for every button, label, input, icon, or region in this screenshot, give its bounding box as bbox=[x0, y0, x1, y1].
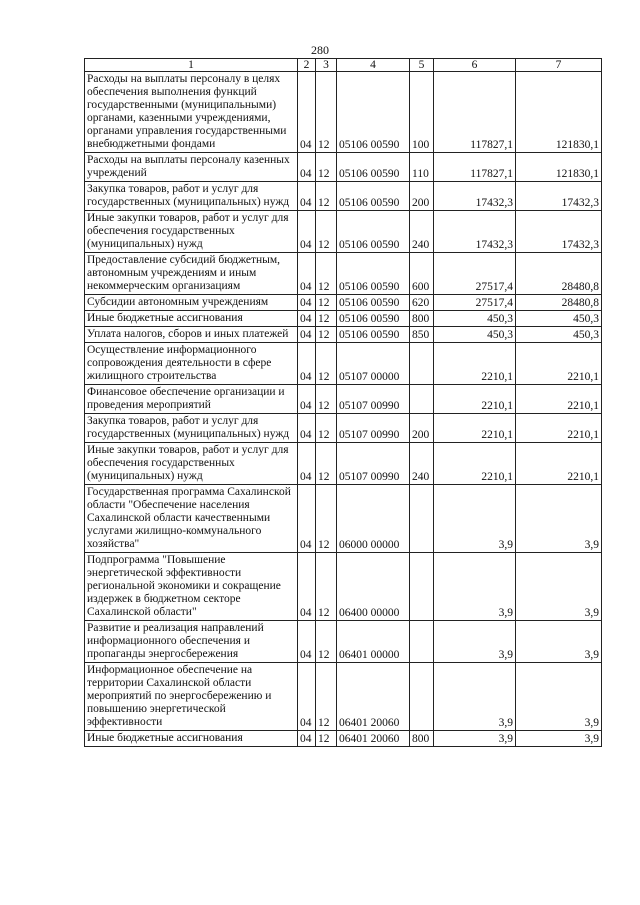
table-row bbox=[85, 253, 602, 295]
row-section: 04 bbox=[298, 295, 316, 311]
row-section: 04 bbox=[298, 731, 316, 747]
row-name: Уплата налогов, сборов и иных платежей bbox=[85, 327, 298, 343]
row-section: 04 bbox=[298, 553, 316, 621]
row-amount-col6: 3,9 bbox=[434, 731, 516, 747]
row-amount-col7: 450,3 bbox=[516, 327, 602, 343]
table-row bbox=[85, 385, 602, 414]
row-target-article: 05106 00590 bbox=[337, 253, 410, 295]
row-name: Информационное обеспечение на территории Сахалинской области мероприятий по энергосбережению и повышению энергетической эффективности bbox=[85, 663, 298, 731]
row-target-article: 06401 00000 bbox=[337, 621, 410, 663]
row-amount-col7: 3,9 bbox=[516, 485, 602, 553]
row-section: 04 bbox=[298, 663, 316, 731]
row-target-article: 06400 00000 bbox=[337, 553, 410, 621]
row-section: 04 bbox=[298, 621, 316, 663]
row-expense-type: 100 bbox=[410, 72, 434, 153]
row-section: 04 bbox=[298, 414, 316, 443]
row-expense-type: 110 bbox=[410, 153, 434, 182]
column-header-2: 2 bbox=[298, 59, 316, 72]
row-target-article: 05106 00590 bbox=[337, 327, 410, 343]
row-amount-col6: 450,3 bbox=[434, 327, 516, 343]
table-row bbox=[85, 211, 602, 253]
row-name: Субсидии автономным учреждениям bbox=[85, 295, 298, 311]
row-expense-type: 200 bbox=[410, 182, 434, 211]
table-row bbox=[85, 621, 602, 663]
row-expense-type bbox=[410, 343, 434, 385]
column-header-1: 1 bbox=[85, 59, 298, 72]
row-amount-col6: 2210,1 bbox=[434, 443, 516, 485]
row-subsection: 12 bbox=[316, 731, 337, 747]
row-amount-col7: 2210,1 bbox=[516, 414, 602, 443]
row-subsection: 12 bbox=[316, 72, 337, 153]
row-name: Иные закупки товаров, работ и услуг для обеспечения государственных (муниципальных) нужд bbox=[85, 443, 298, 485]
row-expense-type: 240 bbox=[410, 443, 434, 485]
row-name: Государственная программа Сахалинской области "Обеспечение населения Сахалинской области качественными услугами жилищно-коммунального хозяйства" bbox=[85, 485, 298, 553]
row-amount-col7: 3,9 bbox=[516, 663, 602, 731]
row-name: Финансовое обеспечение организации и проведения мероприятий bbox=[85, 385, 298, 414]
row-subsection: 12 bbox=[316, 153, 337, 182]
table-row bbox=[85, 443, 602, 485]
row-subsection: 12 bbox=[316, 343, 337, 385]
row-name: Развитие и реализация направлений информационного обеспечения и пропаганды энергосбережения bbox=[85, 621, 298, 663]
page-number: 280 bbox=[311, 43, 329, 57]
table-row bbox=[85, 343, 602, 385]
row-subsection: 12 bbox=[316, 211, 337, 253]
row-target-article: 05107 00990 bbox=[337, 414, 410, 443]
row-amount-col6: 3,9 bbox=[434, 621, 516, 663]
table-row bbox=[85, 327, 602, 343]
row-section: 04 bbox=[298, 311, 316, 327]
table-row bbox=[85, 553, 602, 621]
row-target-article: 05106 00590 bbox=[337, 72, 410, 153]
row-amount-col7: 17432,3 bbox=[516, 182, 602, 211]
row-subsection: 12 bbox=[316, 253, 337, 295]
row-section: 04 bbox=[298, 343, 316, 385]
row-expense-type bbox=[410, 485, 434, 553]
table-row bbox=[85, 663, 602, 731]
row-amount-col7: 28480,8 bbox=[516, 295, 602, 311]
row-name: Расходы на выплаты персоналу в целях обеспечения выполнения функций государственными (муниципальными) органами, казенными учреждениями, органами управления государственными внебюджетными фондами bbox=[85, 72, 298, 153]
row-target-article: 05107 00990 bbox=[337, 443, 410, 485]
row-subsection: 12 bbox=[316, 311, 337, 327]
row-name: Иные закупки товаров, работ и услуг для обеспечения государственных (муниципальных) нужд bbox=[85, 211, 298, 253]
row-section: 04 bbox=[298, 253, 316, 295]
row-section: 04 bbox=[298, 485, 316, 553]
row-amount-col6: 17432,3 bbox=[434, 211, 516, 253]
row-expense-type: 800 bbox=[410, 311, 434, 327]
row-subsection: 12 bbox=[316, 663, 337, 731]
row-subsection: 12 bbox=[316, 443, 337, 485]
row-expense-type: 240 bbox=[410, 211, 434, 253]
budget-table bbox=[84, 58, 602, 747]
row-name: Предоставление субсидий бюджетным, автономным учреждениям и иным некоммерческим организациям bbox=[85, 253, 298, 295]
row-amount-col6: 3,9 bbox=[434, 663, 516, 731]
row-section: 04 bbox=[298, 443, 316, 485]
column-header-6: 6 bbox=[434, 59, 516, 72]
table-row bbox=[85, 414, 602, 443]
row-expense-type bbox=[410, 553, 434, 621]
row-subsection: 12 bbox=[316, 182, 337, 211]
row-amount-col6: 3,9 bbox=[434, 485, 516, 553]
row-amount-col6: 2210,1 bbox=[434, 385, 516, 414]
table-row bbox=[85, 182, 602, 211]
row-amount-col6: 3,9 bbox=[434, 553, 516, 621]
row-expense-type: 620 bbox=[410, 295, 434, 311]
row-amount-col7: 17432,3 bbox=[516, 211, 602, 253]
row-amount-col6: 117827,1 bbox=[434, 153, 516, 182]
row-amount-col7: 3,9 bbox=[516, 621, 602, 663]
row-name: Иные бюджетные ассигнования bbox=[85, 731, 298, 747]
row-amount-col7: 3,9 bbox=[516, 731, 602, 747]
row-target-article: 05106 00590 bbox=[337, 311, 410, 327]
row-section: 04 bbox=[298, 182, 316, 211]
table-row bbox=[85, 72, 602, 153]
row-subsection: 12 bbox=[316, 553, 337, 621]
row-name: Подпрограмма "Повышение энергетической эффективности региональной экономики и сокращение издержек в бюджетном секторе Сахалинской области" bbox=[85, 553, 298, 621]
row-amount-col6: 2210,1 bbox=[434, 414, 516, 443]
row-section: 04 bbox=[298, 153, 316, 182]
row-target-article: 06000 00000 bbox=[337, 485, 410, 553]
table-row bbox=[85, 485, 602, 553]
row-target-article: 05106 00590 bbox=[337, 295, 410, 311]
row-amount-col7: 3,9 bbox=[516, 553, 602, 621]
table-row bbox=[85, 731, 602, 747]
row-expense-type: 600 bbox=[410, 253, 434, 295]
row-amount-col7: 2210,1 bbox=[516, 385, 602, 414]
row-expense-type: 800 bbox=[410, 731, 434, 747]
row-name: Закупка товаров, работ и услуг для государственных (муниципальных) нужд bbox=[85, 182, 298, 211]
row-target-article: 06401 20060 bbox=[337, 663, 410, 731]
row-section: 04 bbox=[298, 327, 316, 343]
table-row bbox=[85, 295, 602, 311]
column-header-3: 3 bbox=[316, 59, 337, 72]
row-target-article: 05106 00590 bbox=[337, 153, 410, 182]
row-section: 04 bbox=[298, 211, 316, 253]
row-section: 04 bbox=[298, 385, 316, 414]
row-amount-col6: 27517,4 bbox=[434, 253, 516, 295]
row-amount-col7: 2210,1 bbox=[516, 443, 602, 485]
row-target-article: 06401 20060 bbox=[337, 731, 410, 747]
row-expense-type bbox=[410, 621, 434, 663]
row-target-article: 05106 00590 bbox=[337, 182, 410, 211]
row-subsection: 12 bbox=[316, 621, 337, 663]
row-subsection: 12 bbox=[316, 295, 337, 311]
row-name: Осуществление информационного сопровождения деятельности в сфере жилищного строительства bbox=[85, 343, 298, 385]
row-amount-col7: 2210,1 bbox=[516, 343, 602, 385]
header-row bbox=[85, 59, 602, 72]
row-amount-col6: 27517,4 bbox=[434, 295, 516, 311]
row-subsection: 12 bbox=[316, 414, 337, 443]
row-amount-col6: 17432,3 bbox=[434, 182, 516, 211]
row-amount-col6: 2210,1 bbox=[434, 343, 516, 385]
row-expense-type bbox=[410, 663, 434, 731]
row-expense-type bbox=[410, 385, 434, 414]
row-target-article: 05106 00590 bbox=[337, 211, 410, 253]
row-name: Закупка товаров, работ и услуг для государственных (муниципальных) нужд bbox=[85, 414, 298, 443]
row-amount-col6: 117827,1 bbox=[434, 72, 516, 153]
column-header-4: 4 bbox=[337, 59, 410, 72]
row-amount-col7: 28480,8 bbox=[516, 253, 602, 295]
row-amount-col7: 121830,1 bbox=[516, 153, 602, 182]
row-expense-type: 200 bbox=[410, 414, 434, 443]
row-name: Расходы на выплаты персоналу казенных учреждений bbox=[85, 153, 298, 182]
table-row bbox=[85, 311, 602, 327]
row-subsection: 12 bbox=[316, 485, 337, 553]
row-name: Иные бюджетные ассигнования bbox=[85, 311, 298, 327]
row-amount-col6: 450,3 bbox=[434, 311, 516, 327]
row-expense-type: 850 bbox=[410, 327, 434, 343]
column-header-5: 5 bbox=[410, 59, 434, 72]
row-target-article: 05107 00990 bbox=[337, 385, 410, 414]
column-header-7: 7 bbox=[516, 59, 602, 72]
table-row bbox=[85, 153, 602, 182]
row-target-article: 05107 00000 bbox=[337, 343, 410, 385]
row-subsection: 12 bbox=[316, 385, 337, 414]
row-amount-col7: 121830,1 bbox=[516, 72, 602, 153]
row-subsection: 12 bbox=[316, 327, 337, 343]
row-amount-col7: 450,3 bbox=[516, 311, 602, 327]
row-section: 04 bbox=[298, 72, 316, 153]
